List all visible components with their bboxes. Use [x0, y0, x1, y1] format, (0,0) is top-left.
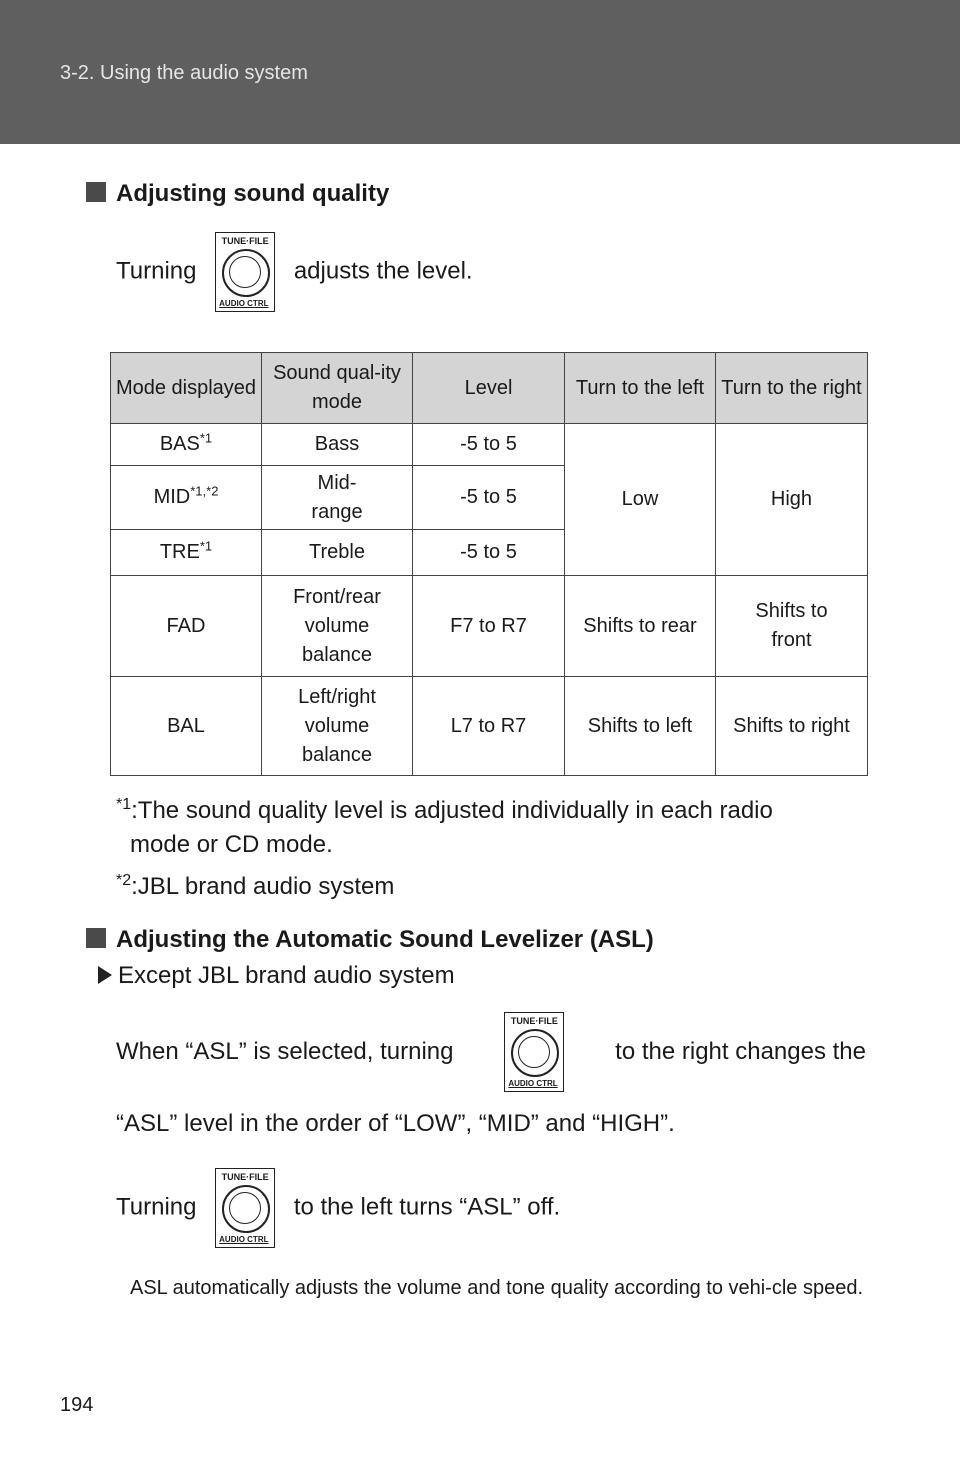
level-cell: L7 to R7 [413, 677, 565, 776]
turning-paragraph-1: Turning TUNE·FILE AUDIO CTRL adjusts the level. [116, 232, 473, 312]
mode-cell: BAS$^{*1}$ [111, 424, 262, 466]
col-header: Sound qual-ity mode [262, 353, 413, 424]
mode-cell: $MID^{*1,*2}$ [111, 466, 262, 530]
level-cell: F7 to R7 [413, 576, 565, 677]
turn-right-cell: High [716, 424, 868, 576]
sound-quality-table [110, 352, 868, 776]
footnote-1: $^{*1}$:The sound quality level is adjusted individually in each radio mode or CD mode. [116, 796, 773, 858]
turn-right-cell: Shifts to front [716, 576, 868, 677]
col-header: Mode displayed [111, 353, 262, 424]
quality-cell: Bass [262, 424, 413, 466]
turn-left-cell: Low [565, 424, 716, 576]
col-header: Turn to the left [565, 353, 716, 424]
level-cell: -5 to 5 [413, 466, 565, 530]
mode-cell: BAL [111, 677, 262, 776]
turn-left-cell: Shifts to left [565, 677, 716, 776]
level-cell: -5 to 5 [413, 530, 565, 576]
turn-right-cell: Shifts to right [716, 677, 868, 776]
level-cell: -5 to 5 [413, 424, 565, 466]
asl-paragraph-1: When “ASL” is selected, turning TUNE·FILE AUDIO CTRL to the right changes the “ASL” level in the order of “LOW”, “MID” and “HIGH”. [116, 1012, 866, 1138]
table-row [111, 424, 868, 466]
tune-file-knob-icon: TUNE·FILE AUDIO CTRL [215, 1168, 275, 1248]
square-bullet-icon [86, 182, 106, 202]
square-bullet-icon [86, 928, 106, 948]
triangle-bullet-icon [98, 966, 112, 984]
quality-cell: Treble [262, 530, 413, 576]
turn-left-cell: Shifts to rear [565, 576, 716, 677]
mode-cell: FAD [111, 576, 262, 677]
asl-note: ASL automatically adjusts the volume and tone quality according to vehi-cle speed. [130, 1277, 864, 1299]
quality-cell: Left/right volume balance [262, 677, 413, 776]
table-header-row [111, 353, 868, 424]
mode-cell: TRE$^{*1}$ [111, 530, 262, 576]
page-header [0, 0, 960, 144]
heading-sound-quality: Adjusting sound quality [116, 180, 389, 208]
col-header: Turn to the right [716, 353, 868, 424]
quality-cell: Front/rear volume balance [262, 576, 413, 677]
table-row [111, 576, 868, 677]
asl-paragraph-2: Turning TUNE·FILE AUDIO CTRL to the left turns “ASL” off. [116, 1168, 560, 1248]
heading-asl: Adjusting the Automatic Sound Levelizer (ASL) [116, 926, 654, 954]
tune-file-knob-icon: TUNE·FILE AUDIO CTRL [504, 1012, 564, 1092]
footnote-2: $^{*2}$:JBL brand audio system [116, 872, 395, 900]
tune-file-knob-icon: TUNE·FILE AUDIO CTRL [215, 232, 275, 312]
section-title: 3-2. Using the audio system [60, 62, 308, 84]
bullet-except-jbl: Except JBL brand audio system [98, 962, 455, 990]
table-row [111, 677, 868, 776]
col-header: Level [413, 353, 565, 424]
quality-cell: Mid- range [262, 466, 413, 530]
page-number: 194 [60, 1394, 94, 1416]
